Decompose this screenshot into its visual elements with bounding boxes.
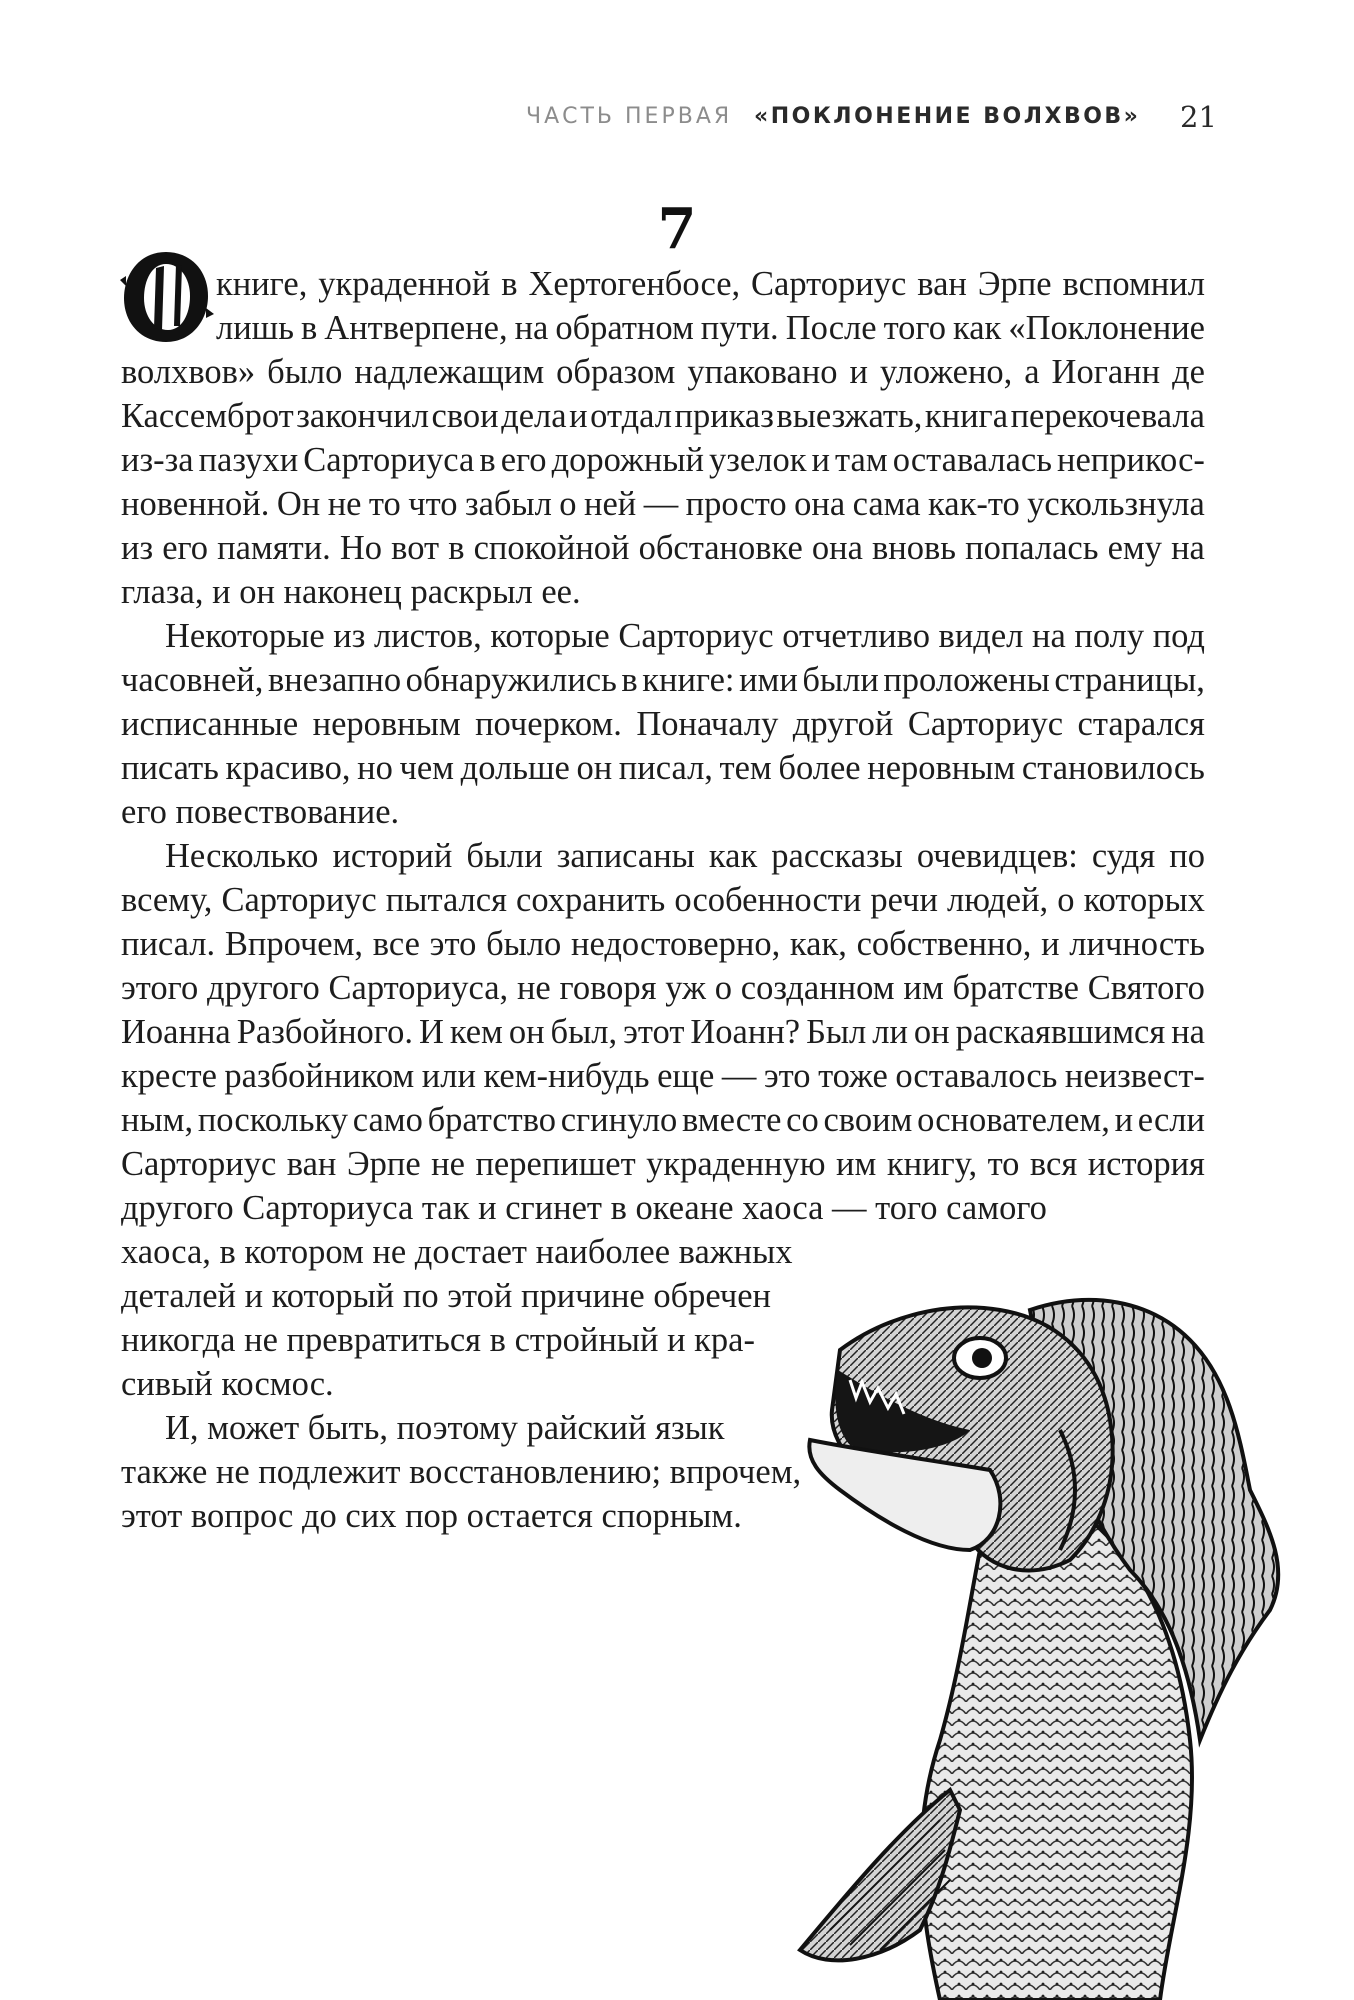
word: как, (789, 925, 847, 963)
word: Сарториус (221, 881, 377, 919)
word: и (569, 397, 588, 435)
word: вместе (682, 1101, 782, 1139)
word: книгу, (886, 1145, 978, 1183)
text-line: этот вопрос до сих пор остается спорным. (121, 1497, 742, 1535)
word: оставалась (892, 441, 1052, 479)
word: вновь (871, 529, 957, 567)
word: волхвов» (121, 353, 256, 391)
text-line (121, 1098, 1205, 1142)
word: писал, (618, 749, 713, 787)
word: его (500, 441, 547, 479)
word: братство (427, 1101, 556, 1139)
word: Он (276, 485, 321, 523)
word: Поначалу (636, 705, 779, 743)
word: Хертогенбосе, (528, 265, 741, 303)
fish-creature-illustration (770, 1270, 1310, 2000)
word: это (429, 925, 477, 963)
word: всему, (121, 881, 213, 919)
word: пытался (385, 881, 507, 919)
word: вспомнил (1062, 265, 1205, 303)
word: того (883, 309, 946, 347)
word: проложены (883, 661, 1050, 699)
word: приказ (674, 397, 774, 435)
running-header (0, 100, 1354, 144)
word: которые (490, 617, 610, 655)
text-line (121, 746, 1205, 790)
word: если (1137, 1101, 1205, 1139)
word: очевидцев: (916, 837, 1078, 875)
word: ван (917, 265, 967, 303)
word: судя (1091, 837, 1156, 875)
word: вся (1029, 1145, 1078, 1183)
word: книге: (642, 661, 735, 699)
word: отчетливо (782, 617, 930, 655)
text-line (121, 394, 1205, 438)
word: она (794, 485, 846, 523)
text-line (216, 262, 1205, 306)
word: этот (623, 1013, 685, 1051)
word: вот (391, 529, 440, 567)
word: другого (207, 969, 320, 1007)
word: старался (1077, 705, 1205, 743)
word: там (835, 441, 888, 479)
word: уж (665, 969, 706, 1007)
word: Несколько (165, 837, 319, 875)
word: не (431, 1145, 465, 1183)
word: просто (685, 485, 787, 523)
word: история (1087, 1145, 1205, 1183)
word: Но (339, 529, 383, 567)
word: в (448, 529, 465, 567)
word: украденную (646, 1145, 826, 1183)
word: кем (449, 1013, 503, 1051)
word: обратном (555, 309, 694, 347)
word: но (357, 749, 393, 787)
text-line: хаоса, в котором не достает наиболее важных (121, 1233, 793, 1271)
text-line (121, 878, 1205, 922)
word: как-то (928, 485, 1020, 523)
word: Иоанн? (690, 1013, 801, 1051)
word: Эрпе (977, 265, 1052, 303)
word: Разбойного. (236, 1013, 413, 1051)
word: обстановке (638, 529, 803, 567)
word: со (786, 1101, 819, 1139)
word: неровным (312, 705, 461, 743)
word: И (418, 1013, 444, 1051)
word: о (714, 969, 732, 1007)
word: исписанные (121, 705, 299, 743)
word: им (836, 1145, 877, 1183)
header-part: ЧАСТЬ ПЕРВАЯ (526, 104, 733, 129)
word: в (501, 265, 518, 303)
word: не (327, 485, 362, 523)
word: перекочевала (1010, 397, 1205, 435)
word: о (1057, 881, 1075, 919)
word: оставалось (895, 1057, 1058, 1095)
word: речи (870, 881, 938, 919)
word: уложено, (879, 353, 1013, 391)
word: полу (1074, 617, 1145, 655)
word: страницы, (1054, 661, 1205, 699)
word: красиво, (225, 749, 351, 787)
word: часовней, (121, 661, 264, 699)
text-line (165, 834, 1205, 878)
word: Некоторые (165, 617, 325, 655)
word: в (479, 441, 496, 479)
word: этого (121, 969, 199, 1007)
word: поскольку (197, 1101, 348, 1139)
word: то (987, 1145, 1020, 1183)
text-line: другого Сарториуса так и сгинет в океане хаоса — того самого (121, 1189, 1047, 1227)
word: После (785, 309, 877, 347)
word: спокойной (473, 529, 630, 567)
word: дорожный (551, 441, 704, 479)
word: Сарториуса, (328, 969, 509, 1007)
word: становилось (1021, 749, 1205, 787)
word: раскаявшимся (955, 1013, 1166, 1051)
word: «Поклонение (1008, 309, 1205, 347)
word: неизвест- (1064, 1057, 1205, 1095)
word: о (559, 485, 577, 523)
word: а (1024, 353, 1040, 391)
word: в (621, 661, 638, 699)
word: был, (550, 1013, 618, 1051)
text-line (121, 482, 1205, 526)
word: дольше (460, 749, 570, 787)
word: Сарториуса (303, 441, 475, 479)
page-number: 21 (1180, 100, 1217, 134)
word: попалась (965, 529, 1099, 567)
word: другой (792, 705, 894, 743)
word: отдал (590, 397, 672, 435)
word: которых (1083, 881, 1205, 919)
text-line: деталей и который по этой причине обречен (121, 1277, 772, 1315)
word: его (162, 529, 209, 567)
word: на (1031, 617, 1066, 655)
text-line (121, 350, 1205, 394)
text-line: глаза, и он наконец раскрыл ее. (121, 573, 581, 611)
word: в (300, 309, 318, 347)
word: он (913, 1013, 950, 1051)
word: новенной. (121, 485, 270, 523)
word: на (1171, 1013, 1205, 1051)
word: то (368, 485, 401, 523)
drop-cap (118, 246, 214, 346)
text-line: И, может быть, поэтому райский язык (165, 1409, 725, 1447)
word: не (516, 969, 551, 1007)
chapter-number: 7 (657, 196, 697, 262)
word: более (778, 749, 861, 787)
text-line: также не подлежит восстановлению; впрочем, (121, 1453, 802, 1491)
word: Антверпене, (324, 309, 508, 347)
text-line (121, 1054, 1205, 1098)
word: тоже (818, 1057, 888, 1095)
word: ным, (121, 1101, 194, 1139)
word: пути. (700, 309, 779, 347)
word: кресте (121, 1057, 217, 1095)
word: пазухи (198, 441, 299, 479)
text-line (121, 702, 1205, 746)
word: листов, (373, 617, 482, 655)
word: что (408, 485, 458, 523)
word: выезжать, (776, 397, 923, 435)
word: упаковано (687, 353, 838, 391)
word: из-за (121, 441, 194, 479)
word: им (903, 969, 944, 1007)
word: памяти. (217, 529, 331, 567)
word: ускользнула (1027, 485, 1205, 523)
word: перепишет (475, 1145, 636, 1183)
word: все (372, 925, 420, 963)
word: и (1041, 925, 1060, 963)
word: под (1152, 617, 1205, 655)
text-line (121, 658, 1205, 702)
word: собственно, (856, 925, 1032, 963)
word: сама (852, 485, 921, 523)
word: и (811, 441, 830, 479)
text-line (216, 306, 1205, 350)
text-line (121, 1010, 1205, 1054)
word: надлежащим (354, 353, 545, 391)
word: разбойником (224, 1057, 415, 1095)
word: Эрпе (346, 1145, 421, 1183)
word: своим (823, 1101, 913, 1139)
word: — (643, 485, 679, 523)
word: историй (332, 837, 453, 875)
word: Сарториус (751, 265, 907, 303)
word: Иоганн (1051, 353, 1161, 391)
word: украденной (318, 265, 491, 303)
word: почерком. (475, 705, 622, 743)
word: по (1169, 837, 1205, 875)
word: как (952, 309, 1002, 347)
word: сгинуло (560, 1101, 678, 1139)
word: забыл (464, 485, 552, 523)
word: это (763, 1057, 811, 1095)
word: и (849, 353, 868, 391)
word: на (514, 309, 549, 347)
text-line (121, 1142, 1205, 1186)
word: чем (399, 749, 455, 787)
word: или (421, 1057, 476, 1095)
word: на (1171, 529, 1205, 567)
word: неприкос- (1057, 441, 1205, 479)
word: Кассемброт (121, 397, 294, 435)
word: писал. (121, 925, 216, 963)
word: неровным (867, 749, 1016, 787)
text-line (165, 614, 1205, 658)
word: закончил (296, 397, 429, 435)
word: ней (583, 485, 637, 523)
word: братстве (952, 969, 1079, 1007)
text-line: сивый космос. (121, 1365, 334, 1403)
word: Сарториус (907, 705, 1064, 743)
word: созданном (740, 969, 895, 1007)
word: обнаружились (405, 661, 617, 699)
word: ими (739, 661, 798, 699)
word: Впрочем, (224, 925, 364, 963)
word: кем-нибудь (483, 1057, 650, 1095)
word: Сарториус (618, 617, 774, 655)
word: недостоверно, (571, 925, 781, 963)
word: Иоанна (121, 1013, 231, 1051)
text-line (121, 922, 1205, 966)
word: внезапно (267, 661, 402, 699)
word: людей, (946, 881, 1049, 919)
word: он (508, 1013, 545, 1051)
word: он (576, 749, 613, 787)
word: свои (431, 397, 499, 435)
word: книга (924, 397, 1009, 435)
word: дела (501, 397, 567, 435)
header-title: «ПОКЛОНЕНИЕ ВОЛХВОВ» (754, 104, 1141, 129)
word: образом (556, 353, 676, 391)
word: узелок (709, 441, 807, 479)
word: — (721, 1057, 757, 1095)
word: были (802, 661, 879, 699)
text-line (121, 438, 1205, 482)
word: само (352, 1101, 423, 1139)
word: сохранить (516, 881, 666, 919)
word: еще (657, 1057, 715, 1095)
word: особенности (674, 881, 862, 919)
word: рассказы (771, 837, 903, 875)
word: де (1172, 353, 1205, 391)
word: Сарториус (121, 1145, 277, 1183)
word: Был (806, 1013, 867, 1051)
word: и (1114, 1101, 1134, 1139)
word: личность (1069, 925, 1205, 963)
word: из (121, 529, 154, 567)
word: ли (872, 1013, 908, 1051)
word: тем (719, 749, 772, 787)
word: лишь (216, 309, 294, 347)
word: говоря (559, 969, 657, 1007)
word: писать (121, 749, 219, 787)
text-line (121, 526, 1205, 570)
text-line: его повествование. (121, 793, 400, 831)
word: было (486, 925, 562, 963)
text-line (121, 966, 1205, 1010)
word: ему (1107, 529, 1162, 567)
word: основателем, (917, 1101, 1110, 1139)
word: как (708, 837, 758, 875)
word: было (267, 353, 343, 391)
word: книге, (216, 265, 308, 303)
word: Святого (1087, 969, 1205, 1007)
word: из (333, 617, 366, 655)
word: она (811, 529, 863, 567)
word: записаны (556, 837, 695, 875)
text-line: никогда не превратиться в стройный и кра- (121, 1321, 755, 1359)
word: были (466, 837, 543, 875)
word: видел (938, 617, 1024, 655)
word: ван (286, 1145, 337, 1183)
